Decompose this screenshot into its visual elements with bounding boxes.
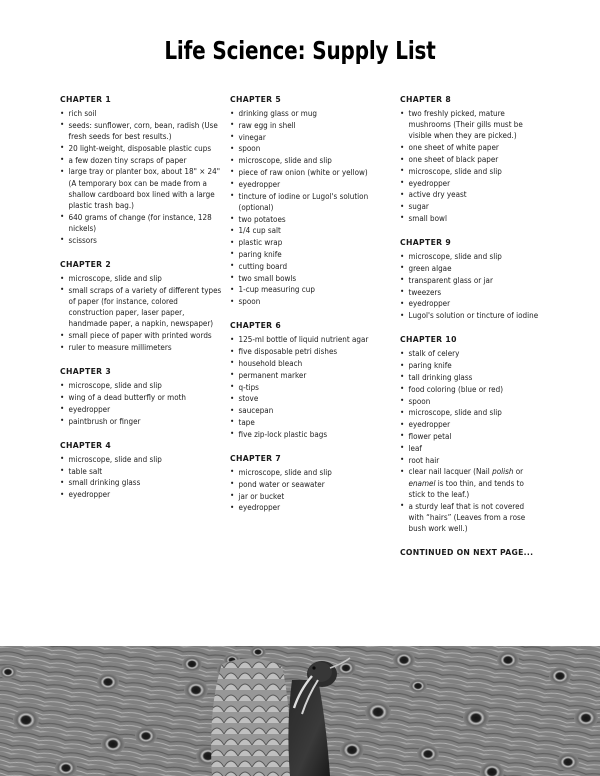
supply-item: • tall drinking glass (400, 372, 541, 383)
supply-item: • tape (230, 417, 392, 428)
chapter-block (230, 94, 400, 307)
supply-item: • large tray or planter box, about 18" × 24" (A temporary box can be made from a shallow cardboard box lined with a large plastic trash bag.) (60, 166, 222, 211)
emphasis-text: polish (492, 467, 514, 477)
supply-item-list (230, 467, 400, 514)
supply-item: • tincture of iodine or Lugol's solution (optional) (230, 191, 392, 213)
supply-item: • leaf (400, 443, 541, 454)
supply-item: • paring knife (230, 249, 392, 260)
supply-item: • q-tips (230, 382, 392, 393)
supply-item: • a sturdy leaf that is not covered with “hairs” (Leaves from a rose bush work well.) (400, 501, 541, 535)
supply-item: • 1/4 cup salt (230, 225, 392, 236)
supply-item (400, 466, 541, 500)
chapter-heading: CHAPTER 4 (60, 439, 112, 450)
plain-text: or (513, 467, 524, 477)
supply-item-list (60, 380, 230, 427)
supply-item: • spoon (230, 296, 392, 307)
supply-item: • piece of raw onion (white or yellow) (230, 167, 392, 178)
chapter-heading: CHAPTER 3 (60, 366, 112, 377)
chapter-block (60, 440, 230, 501)
emphasis-text: enamel (408, 478, 436, 488)
supply-item: • paintbrush or finger (60, 416, 222, 427)
supply-item: • 640 grams of change (for instance, 128 nickels) (60, 212, 222, 234)
supply-item: • one sheet of black paper (400, 154, 541, 165)
supply-item: • permanent marker (230, 370, 392, 381)
supply-item: • small bowl (400, 213, 541, 224)
chapter-heading: CHAPTER 5 (230, 94, 282, 104)
chapter-block (60, 259, 230, 353)
supply-item: • pond water or seawater (230, 479, 392, 490)
chapter-heading: CHAPTER 10 (400, 334, 457, 345)
supply-item: • 20 light-weight, disposable plastic cups (60, 143, 222, 154)
supply-list-columns (60, 94, 548, 557)
supply-item: • eyedropper (230, 502, 392, 513)
supply-item-list (60, 273, 230, 353)
supply-item: • scissors (60, 235, 222, 246)
supply-item: • eyedropper (400, 419, 541, 430)
chapter-block (60, 94, 230, 246)
chapter-block (60, 366, 230, 427)
supply-item: • five zip-lock plastic bags (230, 429, 392, 440)
continued-note: CONTINUED ON NEXT PAGE... (400, 547, 534, 558)
supply-item: • table salt (60, 466, 222, 477)
supply-item: • microscope, slide and slip (230, 155, 392, 166)
supply-item-list (400, 251, 548, 321)
supply-item: • ruler to measure millimeters (60, 342, 222, 353)
peacock-feathers-photo (0, 646, 600, 776)
supply-item: • sugar (400, 201, 541, 212)
supply-item: • seeds: sunflower, corn, bean, radish (Use fresh seeds for best results.) (60, 120, 222, 142)
supply-item: • microscope, slide and slip (400, 166, 541, 177)
supply-item: • jar or bucket (230, 491, 392, 502)
supply-item: • stove (230, 393, 392, 404)
supply-item: • eyedropper (60, 489, 222, 500)
supply-item: • small piece of paper with printed words (60, 330, 222, 341)
supply-item: • two small bowls (230, 273, 392, 284)
supply-item: • microscope, slide and slip (60, 454, 222, 465)
supply-item: • drinking glass or mug (230, 108, 392, 119)
supply-item: • food coloring (blue or red) (400, 384, 541, 395)
plain-text: clear nail lacquer (Nail (408, 467, 493, 477)
supply-item: • rich soil (60, 108, 222, 119)
supply-item: • active dry yeast (400, 189, 541, 200)
supply-item: • vinegar (230, 132, 392, 143)
supply-item-list (60, 108, 230, 246)
supply-item: • five disposable petri dishes (230, 346, 392, 357)
page-title: Life Science: Supply List (164, 36, 436, 65)
chapter-heading: CHAPTER 7 (230, 452, 282, 463)
supply-item: • 1-cup measuring cup (230, 284, 392, 295)
chapter-heading: CHAPTER 1 (60, 94, 112, 104)
supply-item: • household bleach (230, 358, 392, 369)
supply-item: • microscope, slide and slip (400, 407, 541, 418)
supply-item-list (230, 334, 400, 440)
supply-item: • transparent glass or jar (400, 275, 541, 286)
plain-text: is too thin, and tends to stick to the leaf.) (408, 478, 524, 499)
chapter-heading: CHAPTER 6 (230, 320, 282, 331)
chapter-block (400, 237, 548, 321)
chapter-heading: CHAPTER 2 (60, 259, 112, 269)
supply-item: • eyedropper (60, 404, 222, 415)
supply-item: • stalk of celery (400, 348, 541, 359)
column-3 (400, 94, 548, 557)
supply-item: • wing of a dead butterfly or moth (60, 392, 222, 403)
chapter-block (230, 453, 400, 514)
supply-item: • two potatoes (230, 214, 392, 225)
supply-item: • plastic wrap (230, 237, 392, 248)
supply-item: • two freshly picked, mature mushrooms (Their gills must be visible when they are picked.) (400, 108, 541, 142)
chapter-block (400, 334, 548, 534)
supply-item: • a few dozen tiny scraps of paper (60, 155, 222, 166)
column-1 (60, 94, 230, 557)
supply-item: • cutting board (230, 261, 392, 272)
supply-item: • spoon (230, 143, 392, 154)
supply-item: • eyedropper (230, 179, 392, 190)
supply-item: • 125-ml bottle of liquid nutrient agar (230, 334, 392, 345)
supply-item: • tweezers (400, 287, 541, 298)
chapter-block (230, 320, 400, 440)
supply-item: • small drinking glass (60, 477, 222, 488)
supply-item: • Lugol's solution or tincture of iodine (400, 310, 541, 321)
supply-item: • eyedropper (400, 298, 541, 309)
supply-item: • spoon (400, 396, 541, 407)
supply-item: • microscope, slide and slip (230, 467, 392, 478)
supply-item-list (400, 108, 548, 224)
supply-item: • green algae (400, 263, 541, 274)
supply-item: • saucepan (230, 405, 392, 416)
supply-item-list (60, 454, 230, 501)
supply-item: • small scraps of a variety of different types of paper (for instance, colored construction paper, laser paper, handmade paper, a napkin, newspaper) (60, 285, 222, 330)
supply-item: • flower petal (400, 431, 541, 442)
supply-item: • microscope, slide and slip (60, 273, 222, 284)
supply-item-list (230, 108, 400, 307)
chapter-heading: CHAPTER 8 (400, 94, 452, 104)
supply-item: • raw egg in shell (230, 120, 392, 131)
chapter-block (400, 94, 548, 224)
column-2 (230, 94, 400, 557)
chapter-heading: CHAPTER 9 (400, 237, 452, 248)
supply-item: • eyedropper (400, 178, 541, 189)
supply-item: • one sheet of white paper (400, 142, 541, 153)
supply-item-list (400, 348, 548, 534)
supply-item: • microscope, slide and slip (400, 251, 541, 262)
supply-item: • paring knife (400, 360, 541, 371)
supply-item: • root hair (400, 455, 541, 466)
supply-item: • microscope, slide and slip (60, 380, 222, 391)
